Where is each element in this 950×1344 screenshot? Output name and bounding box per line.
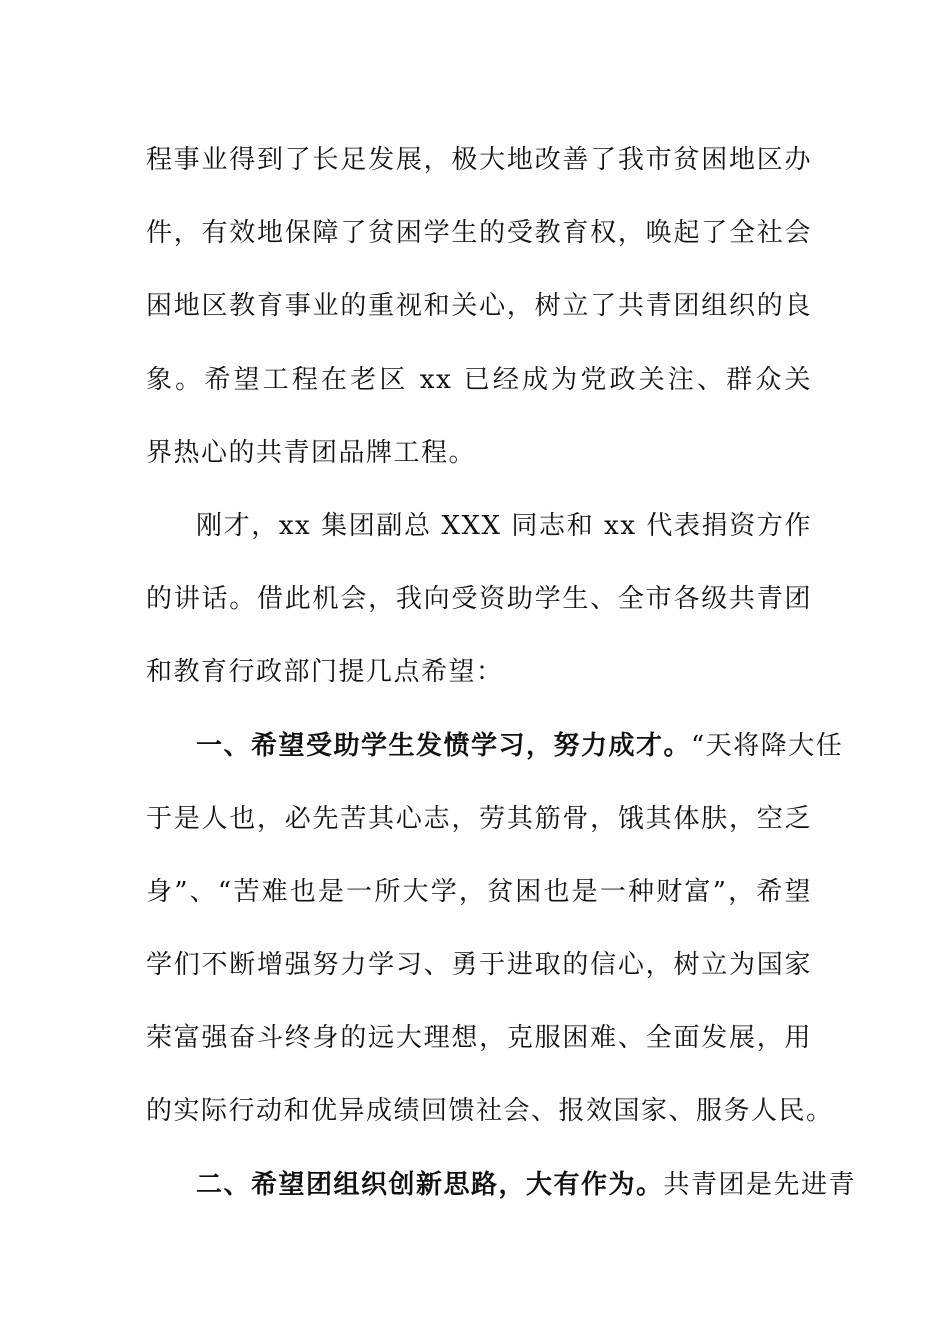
- paragraph-first-line: [146, 710, 844, 783]
- line-text: “天将降大任: [691, 730, 844, 761]
- text-line: [146, 783, 812, 856]
- text-line: [146, 636, 812, 709]
- paragraph-first-line: [146, 1149, 857, 1222]
- line-text: 和教育行政部门提几点希望：: [146, 657, 504, 688]
- text-line: [146, 563, 812, 636]
- line-text: 刚才，xx 集团副总 XXX 同志和 xx 代表捐资方作: [196, 510, 812, 541]
- line-text: 学们不断增强努力学习、勇于进取的信心，树立为国家: [146, 950, 812, 981]
- body-text: [146, 124, 857, 1222]
- text-line: [146, 1002, 812, 1075]
- text-line: [146, 929, 812, 1002]
- text-line: [146, 1075, 834, 1148]
- paragraph-first-line: [146, 490, 812, 563]
- line-text: 的讲话。借此机会，我向受资助学生、全市各级共青团: [146, 584, 812, 615]
- text-line: [146, 197, 812, 270]
- text-line: [146, 124, 812, 197]
- line-text: 件，有效地保障了贫困学生的受教育权，唤起了全社会: [146, 218, 812, 249]
- line-text: 荣富强奋斗终身的远大理想，克服困难、全面发展，用: [146, 1023, 812, 1054]
- text-line: [146, 344, 812, 417]
- line-text: 困地区教育事业的重视和关心，树立了共青团组织的良: [146, 291, 812, 322]
- line-text: 界热心的共青团品牌工程。: [146, 437, 477, 468]
- line-text: 象。希望工程在老区 xx 已经成为党政关注、群众关: [146, 364, 812, 395]
- line-text: 共青团是先进青: [663, 1169, 857, 1200]
- text-line: [146, 270, 812, 343]
- line-text: 程事业得到了长足发展，极大地改善了我市贫困地区办: [146, 145, 812, 175]
- line-text: 身”、“苦难也是一所大学，贫困也是一种财富”，希望: [146, 876, 812, 907]
- line-text: 的实际行动和优异成绩回馈社会、报效国家、服务人民。: [146, 1096, 834, 1127]
- text-line: [146, 417, 812, 490]
- section-heading: 二、希望团组织创新思路，大有作为。: [196, 1169, 664, 1200]
- section-heading: 一、希望受助学生发愤学习，努力成才。: [196, 730, 692, 761]
- text-line: [146, 856, 812, 929]
- line-text: 于是人也，必先苦其心志，劳其筋骨，饿其体肤，空乏: [146, 803, 812, 834]
